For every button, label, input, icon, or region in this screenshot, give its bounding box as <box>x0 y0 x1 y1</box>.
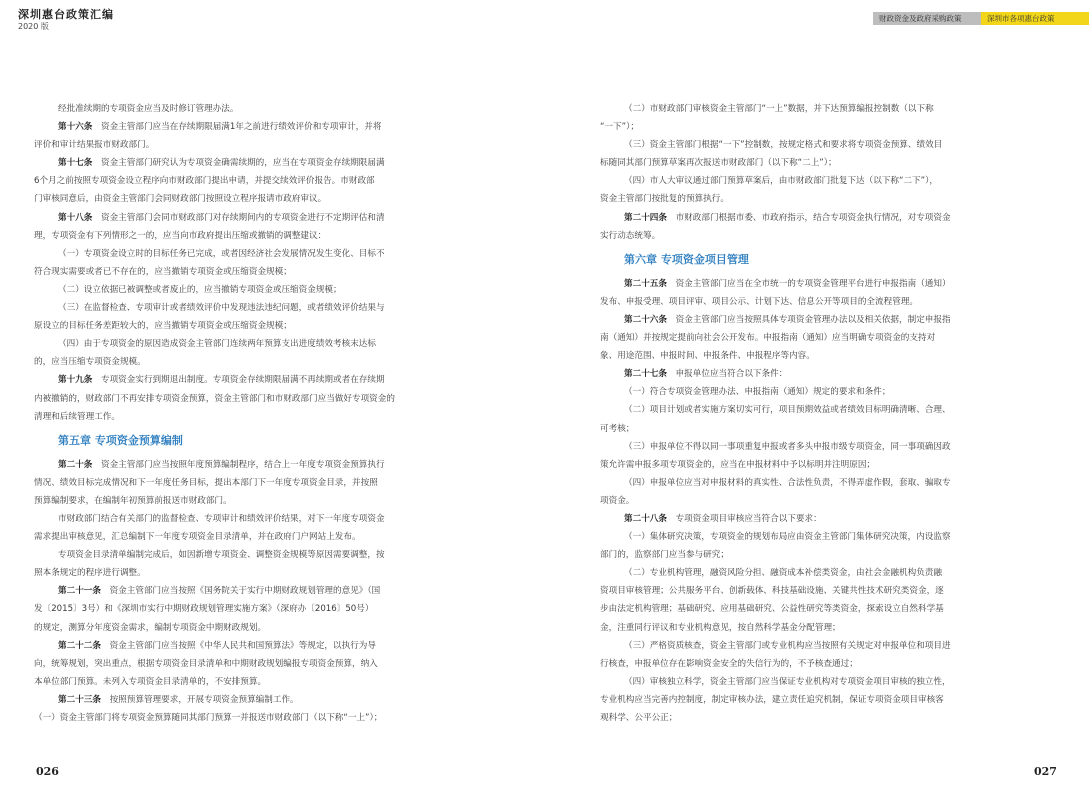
text-span: 专项资金项目审核应当符合以下要求： <box>666 513 822 524</box>
page-number-left: 026 <box>36 765 59 778</box>
text-line: “一下”）； <box>600 122 639 133</box>
section-tag-policies: 深圳市各项惠台政策 <box>981 12 1089 25</box>
text-line: 情况、绩效目标完成情况和下一年度任务目标，提出本部门下一年度专项资金目录，并按照 <box>34 477 378 488</box>
left-page-body <box>34 100 488 727</box>
article-28 <box>624 510 1080 528</box>
text-line: 门审核同意后，由资金主管部门会同财政部门按照设立程序报请市政府审议。 <box>34 194 327 205</box>
text-line: 的，应当压缩专项资金规模。 <box>34 357 146 368</box>
text-line: （三）资金主管部门根据“一下”控制数，按规定格式和要求将专项资金预算、绩效目 <box>624 140 943 151</box>
article-label: 第二十二条 <box>58 640 101 651</box>
article-18 <box>58 209 512 227</box>
article-26 <box>624 311 1080 329</box>
text-span: 资金主管部门应当按照《国务院关于实行中期财政规划管理的意见》（国 <box>100 586 381 597</box>
article-27 <box>624 365 1080 383</box>
text-line: 可考核； <box>600 423 635 434</box>
article-21 <box>58 582 512 600</box>
text-line: （二）专业机构管理，融资风险分担、融资成本补偿类资金，由社会金融机构负责融 <box>624 568 942 579</box>
text-line: （三）在监督检查、专项审计或者绩效评价中发现违法违纪问题，或者绩效评价结果与 <box>58 303 385 314</box>
article-label: 第二十一条 <box>58 586 101 597</box>
text-line: 策允许需申报多项专项资金的，应当在申报材料中予以标明并注明原因； <box>600 459 876 470</box>
article-label: 第二十五条 <box>624 278 667 289</box>
text-line: 金，注重同行评议和专业机构意见，按自然科学基金分配管理； <box>600 622 841 633</box>
text-line: （四）由于专项资金的原因造成资金主管部门连续两年预算支出进度绩效考核末达标 <box>58 339 376 350</box>
text-line: （四）申报单位应当对申报材料的真实性、合法性负责，不得弄虚作假，套取、骗取专 <box>624 477 951 488</box>
text-line: （四）审核独立科学，资金主管部门应当保证专业机构对专项资金项目审核的独立性， <box>624 676 951 687</box>
text-span: 资金主管部门应当按照《中华人民共和国预算法》等规定，以执行为导 <box>100 640 376 651</box>
text-line: 经批准续期的专项资金应当及时修订管理办法。 <box>58 104 239 114</box>
text-span: 申报单位应当符合以下条件： <box>666 369 788 380</box>
book-title: 深圳惠台政策汇编 <box>18 8 114 21</box>
text-line: 预算编制要求，在编制年初预算前报送市财政部门。 <box>34 495 232 506</box>
text-line: （一）符合专项资金管理办法、申报指南（通知）规定的要求和条件； <box>624 387 891 398</box>
book-header <box>18 8 114 32</box>
text-line: 6个月之前按照专项资金设立程序向市财政部门提出申请，并提交续效评价报告。市财政部 <box>34 176 375 187</box>
text-span: 资金主管部门应当在全市统一的专项资金管理平台进行申报指南（通知） <box>666 278 951 289</box>
article-label: 第二十条 <box>58 459 93 470</box>
article-label: 第十六条 <box>58 122 93 133</box>
text-line: （二）设立依据已被调整或者废止的，应当撤销专项资金或压缩资金规模； <box>58 284 342 295</box>
text-span: 资金主管部门会同市财政部门对存续期间内的专项资金进行不定期评估和清 <box>92 212 385 223</box>
section-tag-finance: 财政资金及政府采购政策 <box>873 12 981 25</box>
text-line: （三）严格资质核查，资金主管部门或专业机构应当按照有关规定对申报单位和项目进 <box>624 640 951 651</box>
text-line: 的规定，测算分年度资金需求，编制专项资金中期财政规划。 <box>34 622 267 633</box>
book-edition: 2020 版 <box>18 22 49 31</box>
text-line: 向，统筹规划，突出重点，根据专项资金目录清单和中期财政规划编报专项资金预算，纳入 <box>34 658 378 669</box>
text-line: 象、用途范围、申报时间、申报条件、申报程序等内容。 <box>600 351 815 362</box>
text-span: 资金主管部门应当按照具体专项资金管理办法以及相关依据，制定申报指 <box>666 314 951 325</box>
right-page-body <box>600 100 1056 727</box>
text-line: 本单位部门预算。未列入专项资金目录清单的，不安排预算。 <box>34 676 267 687</box>
chapter-6-heading: 第六章 专项资金项目管理 <box>624 252 749 266</box>
text-line: 发〔2015〕3号）和《深圳市实行中期财政规划管理实施方案》（深府办〔2016〕50号） <box>34 604 374 615</box>
text-line: （四）市人大审议通过部门预算草案后，由市财政部门批复下达（以下称“二下”）， <box>624 176 938 187</box>
text-line: 南（通知）并按规定提前向社会公开发布。申报指南（通知）应当明确专项资金的支持对 <box>600 333 936 344</box>
article-label: 第二十八条 <box>624 513 667 524</box>
article-23 <box>58 691 512 709</box>
text-line: 步由法定机构管理；基础研究、应用基础研究、公益性研究等类资金，探索设立自然科学基 <box>600 604 944 615</box>
text-line: 市财政部门结合有关部门的监督检查、专项审计和绩效评价结果，对下一年度专项资金 <box>58 513 385 524</box>
text-line: 部门的，监察部门应当参与研究； <box>600 550 729 561</box>
article-label: 第十七条 <box>58 158 93 169</box>
text-span: 专项资金实行到期退出制度。专项资金存续期限届满不再续期或者在存续期 <box>92 375 385 386</box>
text-line: （三）申报单位不得以同一事项重复申报或者多头申报市级专项资金，同一事项确因政 <box>624 441 951 452</box>
text-span: 资金主管部门研究认为专项资金确需续期的，应当在专项资金存续期限届满 <box>92 158 385 169</box>
text-span: 市财政部门根据市委、市政府指示，结合专项资金执行情况，对专项资金 <box>666 212 951 223</box>
text-span: 资金主管部门应当按照年度预算编制程序，结合上一年度专项资金预算执行 <box>92 459 385 470</box>
text-line: 照本条规定的程序进行调整。 <box>34 568 146 579</box>
article-label: 第二十四条 <box>624 212 667 223</box>
text-line: （二）项目计划或者实施方案切实可行，项目预期效益或者绩效目标明确清晰、合理、 <box>624 405 951 416</box>
text-line: 发布、申报受理、项目评审、项目公示、计划下达、信息公开等项目的全流程管理。 <box>600 296 918 307</box>
text-line: 实行动态统筹。 <box>600 230 661 241</box>
text-line: 标随同其部门预算草案再次报送市财政部门（以下称“二上”）； <box>600 158 837 169</box>
article-22 <box>58 637 512 655</box>
article-label: 第二十六条 <box>624 314 667 325</box>
article-label: 第二十七条 <box>624 369 667 380</box>
text-line: 内被撤销的，财政部门不再安排专项资金预算，资金主管部门和市财政部门应当做好专项资金的 <box>34 393 395 404</box>
text-span: 资金主管部门应当在存续期限届满1年之前进行绩效评价和专项审计，并将 <box>92 122 382 133</box>
chapter-5-heading: 第五章 专项资金预算编制 <box>58 433 183 447</box>
article-label: 第二十三条 <box>58 694 101 705</box>
article-25 <box>624 275 1080 293</box>
text-line: （一）资金主管部门将专项资金预算随同其部门预算一并报送市财政部门（以下称“一上”）； <box>34 713 383 723</box>
article-17 <box>58 154 512 172</box>
text-line: （一）集体研究决策，专项资金的规划布局应由资金主管部门集体研究决策，内设监察 <box>624 532 951 543</box>
text-line: 观科学、公平公正； <box>600 713 678 723</box>
article-19 <box>58 371 512 389</box>
text-line: 清理和后续管理工作。 <box>34 411 120 422</box>
text-line: 资项目审核管理；公共服务平台、创新载体、科技基础设施、关键共性技术研究类资金，逐 <box>600 586 944 597</box>
text-line: 资金主管部门按批复的预算执行。 <box>600 194 729 205</box>
text-line: （一）专项资金设立时的目标任务已完成，或者因经济社会发展情况发生变化、目标不 <box>58 248 385 259</box>
page-number-right: 027 <box>1034 765 1057 778</box>
text-line: 专业机构应当完善内控制度，制定审核办法，建立责任追究机制，保证专项资金项目审核客 <box>600 694 944 705</box>
text-line: 评价和审计结果报市财政部门。 <box>34 140 155 151</box>
article-20 <box>58 456 512 474</box>
text-line: 需求提出审核意见，汇总编制下一年度专项资金目录清单，并在政府门户网站上发布。 <box>34 532 361 543</box>
text-line: （二）市财政部门审核资金主管部门“一上”数据，并下达预算编报控制数（以下称 <box>624 104 934 114</box>
text-line: 理，专项资金有下列情形之一的，应当向市政府提出压缩或撤销的调整建议： <box>34 230 327 241</box>
article-label: 第十九条 <box>58 375 93 386</box>
text-span: 按照预算管理要求，开展专项资金预算编制工作。 <box>100 694 299 705</box>
text-line: 符合现实需要或者已不存在的，应当撤销专项资金或压缩资金规模； <box>34 266 292 277</box>
article-label: 第十八条 <box>58 212 93 223</box>
text-line: 原设立的目标任务差距较大的，应当撤销专项资金或压缩资金规模； <box>34 321 292 332</box>
text-line: 行核查，申报单位存在影响资金安全的失信行为的，不予核查通过； <box>600 658 858 669</box>
article-24 <box>624 209 1080 227</box>
article-16 <box>58 118 512 136</box>
text-line: 专项资金目录清单编制完成后，如因新增专项资金、调整资金规模等原因需要调整，按 <box>58 550 385 561</box>
text-line: 项资金。 <box>600 495 635 506</box>
